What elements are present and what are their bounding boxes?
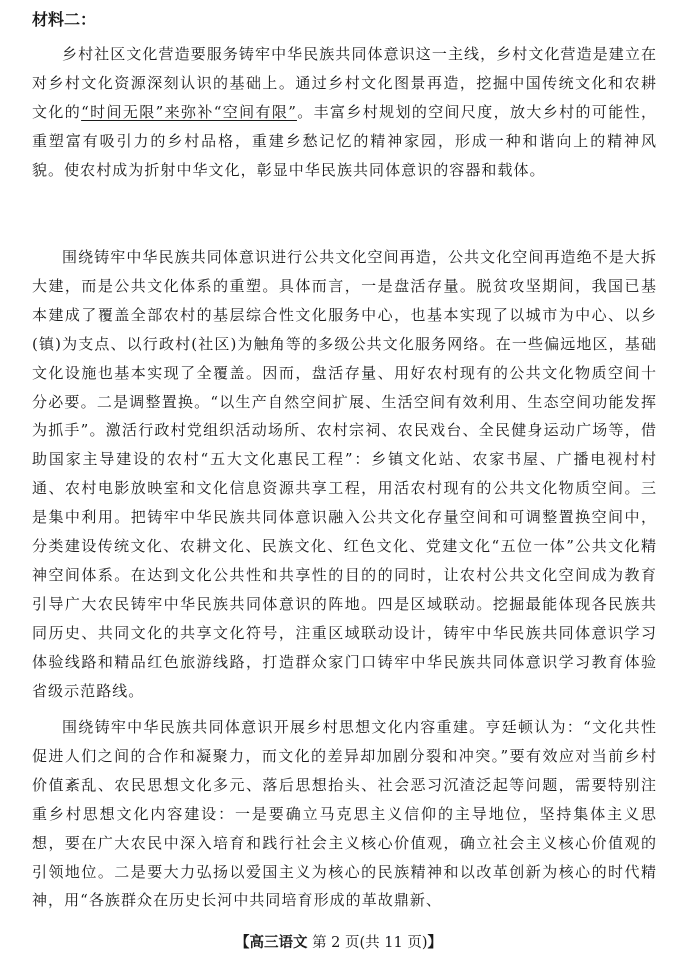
paragraph-1-text-a: 乡村社区文化营造要服务铸牢中华民族共同体意识这一主线，乡村文化营造是建立在对乡村文化资源深刻认识的基础上。通过乡村文化图景再造，挖掘中国传统文化和农耕文化的 — [32, 45, 657, 121]
page-footer — [0, 932, 677, 954]
paragraph-2: 围绕铸牢中华民族共同体意识进行公共文化空间再造，公共文化空间再造绝不是大拆大建，而是公共文化体系的重塑。具体而言，一是盘活存量。脱贫攻坚期间，我国已基本建成了覆盖全部农村的基层综合性文化服务中心，也基本实现了以城市为中心、以乡(镇)为支点、以行政村(社区)为触角等的多级公共文化服务网络。在一些偏远地区，基础文化设施也基本实现了全覆盖。因而，盘活存量、用好农村现有的公共文化物质空间十分必要。二是调整置换。“以生产自然空间扩展、生活空间有效利用、生态空间功能发挥为抓手”。激活行政村党组织活动场所、农村宗祠、农民戏台、全民健身运动广场等，借助国家主导建设的农村“五大文化惠民工程”：乡镇文化站、农家书屋、广播电视村村通、农村电影放映室和文化信息资源共享工程，用活农村现有的公共文化物质空间。三是集中利用。把铸牢中华民族共同体意识融入公共文化存量空间和可调整置换空间中，分类建设传统文化、农耕文化、民族文化、红色文化、党建文化“五位一体”公共文化精神空间体系。在达到文化公共性和共享性的目的的同时，让农村公共文化空间成为教育引导广大农民铸牢中华民族共同体意识的阵地。四是区域联动。挖掘最能体现各民族共同历史、共同文化的共享文化符号，注重区域联动设计，铸牢中华民族共同体意识学习体验线路和精品红色旅游线路，打造群众家门口铸牢中华民族共同体意识学习教育体验省级示范路线。 — [32, 248, 657, 700]
footer-close-bracket: 】 — [427, 934, 443, 951]
section-heading: 材料二： — [32, 10, 97, 29]
footer-page-number: 第 2 页(共 11 页) — [312, 935, 428, 951]
paragraph-1 — [32, 40, 657, 185]
paragraph-1-underlined-phrase: “时间无限”来弥补“空间有限” — [81, 102, 297, 121]
paragraph-1-text-b: 。丰富乡村规划的空间尺度，放大乡村的可能性，重塑富有吸引力的乡村品格，重建乡愁记忆的精神家园，形成一种和谐向上的精神风貌。使农村成为折射中华文化，彰显中华民族共同体意识的容器和载体。 — [32, 102, 657, 179]
footer-subject: 【高三语文 — [234, 934, 308, 951]
paragraph-3: 围绕铸牢中华民族共同体意识开展乡村思想文化内容重建。亨廷顿认为：“文化共性促进人们之间的合作和凝聚力，而文化的差异却加剧分裂和冲突。”要有效应对当前乡村价值紊乱、农民思想文化多元、落后思想抬头、社会恶习沉渣泛起等问题，需要特别注重乡村思想文化内容建设：一是要确立马克思主义信仰的主导地位，坚持集体主义思想，要在广大农民中深入培育和践行社会主义核心价值观，确立社会主义核心价值观的引领地位。二是要大力弘扬以爱国主义为核心的民族精神和以改革创新为核心的时代精神，用“各族群众在历史长河中共同培育形成的革故鼎新、 — [32, 718, 657, 910]
